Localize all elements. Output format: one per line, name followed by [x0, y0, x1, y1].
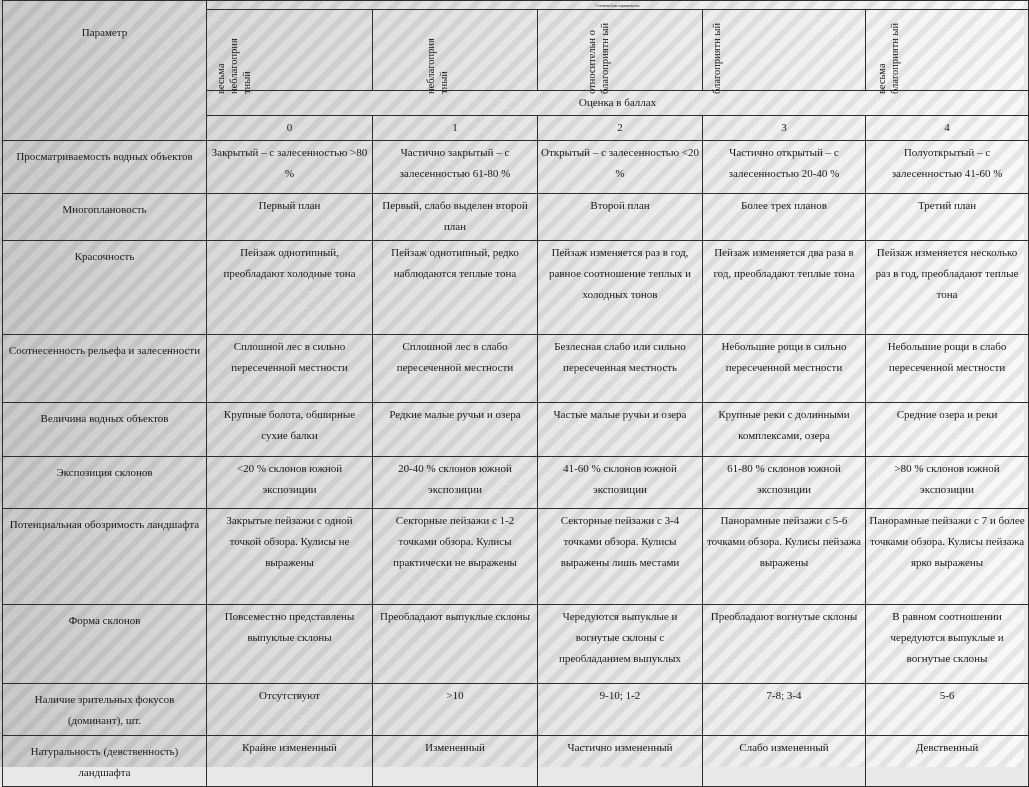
header-row-group — [3, 1, 1029, 10]
table-cell: Преобладают выпуклые склоны — [373, 605, 538, 684]
score-cell: 2 — [538, 116, 703, 141]
score-cell: 4 — [866, 116, 1029, 141]
table-row — [3, 241, 1029, 335]
table-row — [3, 684, 1029, 736]
table-cell: Повсеместно представлены выпуклые склоны — [207, 605, 373, 684]
table-cell: 5-6 — [866, 684, 1029, 736]
table-cell: Закрытые пейзажи с одной точкой обзора. Кулисы не выражены — [207, 509, 373, 605]
table-cell: Слабо измененный — [703, 736, 866, 787]
table-cell: 9-10; 1-2 — [538, 684, 703, 736]
table-cell: Чередуются выпуклые и вогнутые склоны с преобладанием выпуклых — [538, 605, 703, 684]
table-cell: Сплошной лес в слабо пересеченной местности — [373, 335, 538, 403]
row-parameter: Потенциальная обозримость ландшафта — [3, 509, 207, 605]
row-parameter: Наличие зрительных фокусов (доминант), шт. — [3, 684, 207, 736]
table-cell: 7-8; 3-4 — [703, 684, 866, 736]
row-parameter: Величина водных объектов — [3, 403, 207, 457]
table-cell: В равном соотношении чередуются выпуклые и вогнутые склоны — [866, 605, 1029, 684]
level-label: весьма неблагоприя тный — [216, 38, 253, 94]
score-cell: 1 — [373, 116, 538, 141]
table-cell: Панорамные пейзажи с 5-6 точками обзора. Кулисы пейзажа выражены — [703, 509, 866, 605]
table-row — [3, 335, 1029, 403]
score-header: Оценка в баллах — [207, 91, 1029, 116]
score-cell: 3 — [703, 116, 866, 141]
table-row — [3, 403, 1029, 457]
row-parameter: Форма склонов — [3, 605, 207, 684]
row-parameter: Многоплановость — [3, 194, 207, 241]
table-cell: Панорамные пейзажи с 7 и более точками обзора. Кулисы пейзажа ярко выражены — [866, 509, 1029, 605]
table-cell: Средние озера и реки — [866, 403, 1029, 457]
table-row — [3, 736, 1029, 787]
level-label: неблагоприя тный — [426, 38, 450, 94]
table-row — [3, 194, 1029, 241]
table-cell: Частично закрытый – с залесенностью 61-80 % — [373, 141, 538, 194]
table-cell: Закрытый – с залесенностью >80 % — [207, 141, 373, 194]
table-cell: Редкие малые ручьи и озера — [373, 403, 538, 457]
table-cell: Первый, слабо выделен второй план — [373, 194, 538, 241]
table-cell: 61-80 % склонов южной экспозиции — [703, 457, 866, 509]
table-row — [3, 509, 1029, 605]
level-label: весьма благоприятн ый — [877, 22, 901, 94]
group-header: Степень благоприятности — [207, 1, 1029, 10]
table-cell: Крупные болота, обширные сухие балки — [207, 403, 373, 457]
score-cell: 0 — [207, 116, 373, 141]
table-cell: Частые малые ручьи и озера — [538, 403, 703, 457]
table-cell: Открытый – с залесенностью <20 % — [538, 141, 703, 194]
table-row — [3, 141, 1029, 194]
table-cell: Безлесная слабо или сильно пересеченная местность — [538, 335, 703, 403]
row-parameter: Просматриваемость водных объектов — [3, 141, 207, 194]
level-header — [373, 10, 538, 94]
level-header — [703, 10, 866, 94]
table-cell: Пейзаж однотипный, преобладают холодные тона — [207, 241, 373, 335]
table-cell: Пейзаж изменяется несколько раз в год, преобладают теплые тона — [866, 241, 1029, 335]
table-cell: Второй план — [538, 194, 703, 241]
table-cell: >80 % склонов южной экспозиции — [866, 457, 1029, 509]
table-cell: Частично открытый – с залесенностью 20-40 % — [703, 141, 866, 194]
level-header — [207, 10, 373, 94]
table-cell: Небольшие рощи в слабо пересеченной местности — [866, 335, 1029, 403]
row-parameter: Красочность — [3, 241, 207, 335]
table-cell: 41-60 % склонов южной экспозиции — [538, 457, 703, 509]
table-cell: Девственный — [866, 736, 1029, 787]
table-cell: Секторные пейзажи с 3-4 точками обзора. Кулисы выражены лишь местами — [538, 509, 703, 605]
table-cell: Преобладают вогнутые склоны — [703, 605, 866, 684]
table-cell: Более трех планов — [703, 194, 866, 241]
table-cell: Секторные пейзажи с 1-2 точками обзора. Кулисы практически не выражены — [373, 509, 538, 605]
table-cell: Небольшие рощи в сильно пересеченной местности — [703, 335, 866, 403]
table-cell: Отсутствуют — [207, 684, 373, 736]
table-cell: Крупные реки с долинными комплексами, озера — [703, 403, 866, 457]
table-cell: 20-40 % склонов южной экспозиции — [373, 457, 538, 509]
table-cell: <20 % склонов южной экспозиции — [207, 457, 373, 509]
table-cell: Пейзаж однотипный, редко наблюдаются теплые тона — [373, 241, 538, 335]
table-cell: Частично измененный — [538, 736, 703, 787]
favorability-table — [2, 0, 1029, 787]
table-cell: Третий план — [866, 194, 1029, 241]
table-cell: Крайне измененный — [207, 736, 373, 787]
table-cell: Сплошной лес в сильно пересеченной местности — [207, 335, 373, 403]
level-label: благоприятн ый — [712, 22, 723, 94]
table-cell: Полуоткрытый – с залесенностью 41-60 % — [866, 141, 1029, 194]
level-header — [538, 10, 703, 94]
table-cell: Пейзаж изменяется два раза в год, преобладают теплые тона — [703, 241, 866, 335]
level-header — [866, 10, 1029, 94]
table-cell: Измененный — [373, 736, 538, 787]
parameter-header: Параметр — [3, 1, 207, 141]
row-parameter: Экспозиция склонов — [3, 457, 207, 509]
table-row — [3, 605, 1029, 684]
table-cell: Первый план — [207, 194, 373, 241]
row-parameter: Натуральность (девственность) ландшафта — [3, 736, 207, 787]
table-cell: Пейзаж изменяется раз в год, равное соотношение теплых и холодных тонов — [538, 241, 703, 335]
level-label: относительн о благоприятн ый — [587, 22, 611, 94]
table-cell: >10 — [373, 684, 538, 736]
row-parameter: Соотнесенность рельефа и залесенности — [3, 335, 207, 403]
table-row — [3, 457, 1029, 509]
